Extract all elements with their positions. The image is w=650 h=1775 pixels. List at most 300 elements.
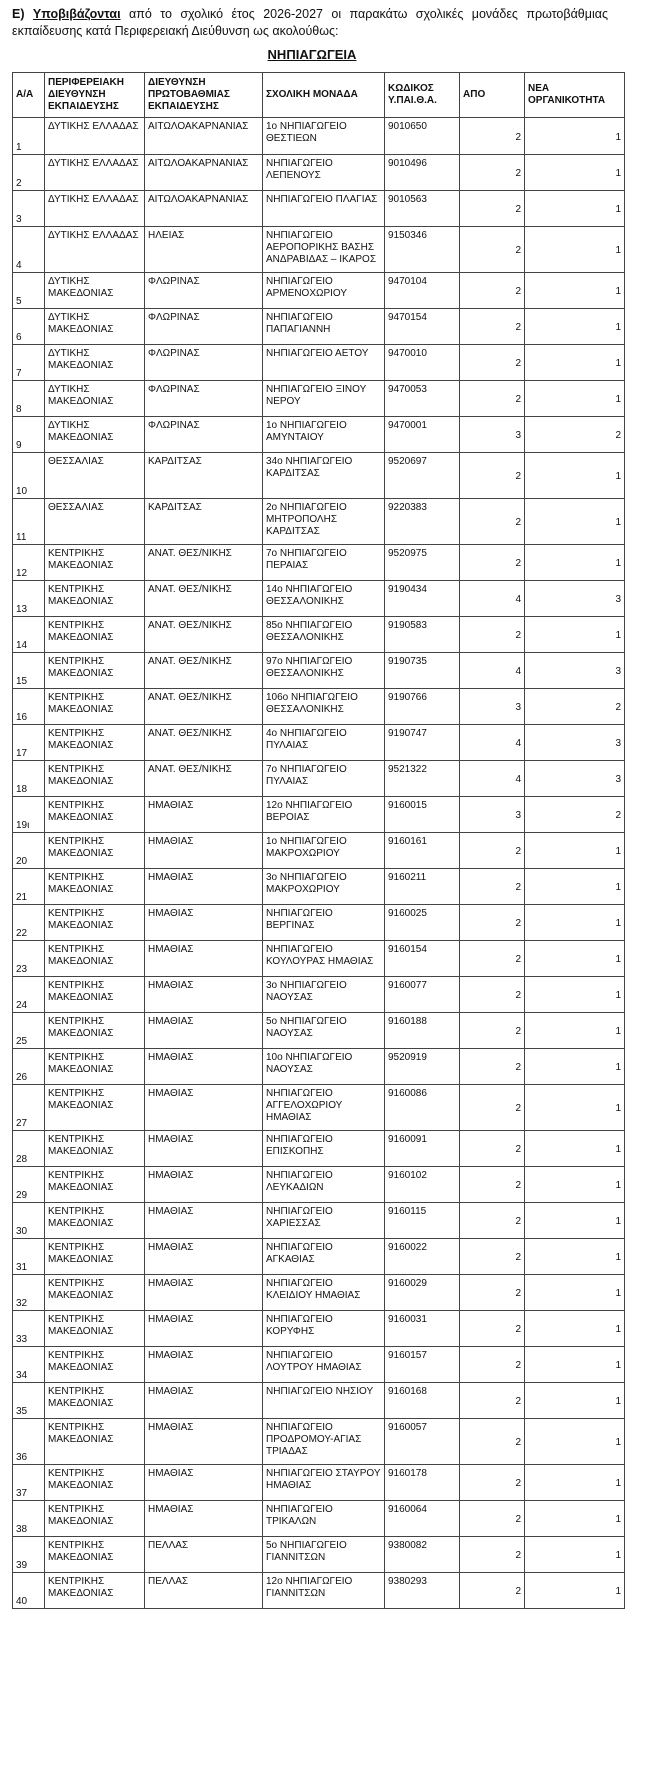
cell-aa: 20 — [13, 833, 45, 869]
cell-code: 9470001 — [385, 417, 460, 453]
cell-region: ΚΕΝΤΡΙΚΗΣ ΜΑΚΕΔΟΝΙΑΣ — [45, 1311, 145, 1347]
cell-new: 1 — [525, 869, 625, 905]
cell-school: ΝΗΠΙΑΓΩΓΕΙΟ ΝΗΣΙΟΥ — [263, 1383, 385, 1419]
cell-from: 2 — [460, 1167, 525, 1203]
cell-from: 3 — [460, 417, 525, 453]
cell-new: 1 — [525, 1501, 625, 1537]
cell-region: ΚΕΝΤΡΙΚΗΣ ΜΑΚΕΔΟΝΙΑΣ — [45, 1501, 145, 1537]
cell-aa: 34 — [13, 1347, 45, 1383]
cell-directorate: ΑΙΤΩΛΟΑΚΑΡΝΑΝΙΑΣ — [145, 155, 263, 191]
cell-from: 2 — [460, 1501, 525, 1537]
cell-code: 9010496 — [385, 155, 460, 191]
cell-aa: 29 — [13, 1167, 45, 1203]
cell-aa: 38 — [13, 1501, 45, 1537]
cell-region: ΚΕΝΤΡΙΚΗΣ ΜΑΚΕΔΟΝΙΑΣ — [45, 617, 145, 653]
cell-directorate: ΗΜΑΘΙΑΣ — [145, 977, 263, 1013]
cell-from: 2 — [460, 227, 525, 273]
table-row — [13, 545, 625, 581]
cell-from: 2 — [460, 1013, 525, 1049]
cell-region: ΚΕΝΤΡΙΚΗΣ ΜΑΚΕΔΟΝΙΑΣ — [45, 725, 145, 761]
cell-region: ΔΥΤΙΚΗΣ ΜΑΚΕΔΟΝΙΑΣ — [45, 381, 145, 417]
cell-directorate: ΠΕΛΛΑΣ — [145, 1537, 263, 1573]
cell-school: 14ο ΝΗΠΙΑΓΩΓΕΙΟ ΘΕΣΣΑΛΟΝΙΚΗΣ — [263, 581, 385, 617]
cell-school: ΝΗΠΙΑΓΩΓΕΙΟ ΑΓΚΑΘΙΑΣ — [263, 1239, 385, 1275]
cell-new: 1 — [525, 1085, 625, 1131]
cell-from: 4 — [460, 653, 525, 689]
table-row — [13, 1203, 625, 1239]
cell-new: 1 — [525, 499, 625, 545]
cell-code: 9160057 — [385, 1419, 460, 1465]
cell-code: 9190735 — [385, 653, 460, 689]
cell-new: 1 — [525, 191, 625, 227]
cell-from: 3 — [460, 797, 525, 833]
header-from: ΑΠΟ — [460, 73, 525, 118]
cell-school: ΝΗΠΙΑΓΩΓΕΙΟ ΣΤΑΥΡΟΥ ΗΜΑΘΙΑΣ — [263, 1465, 385, 1501]
cell-directorate: ΗΜΑΘΙΑΣ — [145, 1131, 263, 1167]
cell-new: 2 — [525, 797, 625, 833]
cell-region: ΔΥΤΙΚΗΣ ΜΑΚΕΔΟΝΙΑΣ — [45, 417, 145, 453]
cell-region: ΔΥΤΙΚΗΣ ΜΑΚΕΔΟΝΙΑΣ — [45, 309, 145, 345]
cell-school: 5ο ΝΗΠΙΑΓΩΓΕΙΟ ΓΙΑΝΝΙΤΣΩΝ — [263, 1537, 385, 1573]
cell-aa: 2 — [13, 155, 45, 191]
cell-directorate: ΗΜΑΘΙΑΣ — [145, 1203, 263, 1239]
cell-aa: 36 — [13, 1419, 45, 1465]
cell-code: 9190583 — [385, 617, 460, 653]
cell-directorate: ΗΜΑΘΙΑΣ — [145, 1013, 263, 1049]
cell-new: 1 — [525, 941, 625, 977]
cell-new: 1 — [525, 1347, 625, 1383]
cell-region: ΚΕΝΤΡΙΚΗΣ ΜΑΚΕΔΟΝΙΑΣ — [45, 1383, 145, 1419]
cell-code: 9160154 — [385, 941, 460, 977]
cell-school: 12ο ΝΗΠΙΑΓΩΓΕΙΟ ΒΕΡΟΙΑΣ — [263, 797, 385, 833]
cell-from: 2 — [460, 1085, 525, 1131]
cell-directorate: ΗΜΑΘΙΑΣ — [145, 1239, 263, 1275]
cell-region: ΚΕΝΤΡΙΚΗΣ ΜΑΚΕΔΟΝΙΑΣ — [45, 1465, 145, 1501]
cell-directorate: ΑΝΑΤ. ΘΕΣ/ΝΙΚΗΣ — [145, 545, 263, 581]
header-directorate: ΔΙΕΥΘΥΝΣΗ ΠΡΩΤΟΒΑΘΜΙΑΣ ΕΚΠΑΙΔΕΥΣΗΣ — [145, 73, 263, 118]
table-row — [13, 581, 625, 617]
cell-school: 5ο ΝΗΠΙΑΓΩΓΕΙΟ ΝΑΟΥΣΑΣ — [263, 1013, 385, 1049]
cell-code: 9160091 — [385, 1131, 460, 1167]
cell-school: ΝΗΠΙΑΓΩΓΕΙΟ ΑΓΓΕΛΟΧΩΡΙΟΥ ΗΜΑΘΙΑΣ — [263, 1085, 385, 1131]
cell-from: 4 — [460, 725, 525, 761]
table-row — [13, 869, 625, 905]
header-code: ΚΩΔΙΚΟΣ Υ.ΠΑΙ.Θ.Α. — [385, 73, 460, 118]
cell-from: 2 — [460, 453, 525, 499]
cell-new: 3 — [525, 761, 625, 797]
cell-code: 9521322 — [385, 761, 460, 797]
cell-directorate: ΗΜΑΘΙΑΣ — [145, 1167, 263, 1203]
cell-new: 1 — [525, 453, 625, 499]
cell-code: 9520975 — [385, 545, 460, 581]
table-row — [13, 941, 625, 977]
cell-school: ΝΗΠΙΑΓΩΓΕΙΟ ΧΑΡΙΕΣΣΑΣ — [263, 1203, 385, 1239]
cell-code: 9190747 — [385, 725, 460, 761]
cell-code: 9160077 — [385, 977, 460, 1013]
table-row — [13, 1501, 625, 1537]
cell-school: 1ο ΝΗΠΙΑΓΩΓΕΙΟ ΘΕΣΤΙΕΩΝ — [263, 118, 385, 155]
cell-directorate: ΗΜΑΘΙΑΣ — [145, 1465, 263, 1501]
cell-code: 9380293 — [385, 1573, 460, 1609]
cell-aa: 27 — [13, 1085, 45, 1131]
cell-school: ΝΗΠΙΑΓΩΓΕΙΟ ΠΛΑΓΙΑΣ — [263, 191, 385, 227]
cell-aa: 8 — [13, 381, 45, 417]
cell-from: 2 — [460, 273, 525, 309]
cell-aa: 26 — [13, 1049, 45, 1085]
cell-aa: 3 — [13, 191, 45, 227]
cell-new: 1 — [525, 155, 625, 191]
cell-directorate: ΗΜΑΘΙΑΣ — [145, 1383, 263, 1419]
cell-code: 9160178 — [385, 1465, 460, 1501]
cell-aa: 40 — [13, 1573, 45, 1609]
cell-new: 1 — [525, 381, 625, 417]
table-row — [13, 1311, 625, 1347]
table-row — [13, 118, 625, 155]
table-row — [13, 617, 625, 653]
cell-aa: 5 — [13, 273, 45, 309]
cell-directorate: ΦΛΩΡΙΝΑΣ — [145, 417, 263, 453]
cell-aa: 4 — [13, 227, 45, 273]
cell-school: 3ο ΝΗΠΙΑΓΩΓΕΙΟ ΝΑΟΥΣΑΣ — [263, 977, 385, 1013]
cell-aa: 31 — [13, 1239, 45, 1275]
intro-text: από το σχολικό έτος 2026-2027 οι παρακάτω σχολικές μονάδες πρωτοβάθμιας εκπαίδευσης κατά Περιφερειακή Διεύθυνση ως ακολούθως: — [12, 7, 608, 38]
cell-aa: 6 — [13, 309, 45, 345]
cell-school: 10ο ΝΗΠΙΑΓΩΓΕΙΟ ΝΑΟΥΣΑΣ — [263, 1049, 385, 1085]
cell-directorate: ΗΜΑΘΙΑΣ — [145, 1275, 263, 1311]
cell-aa: 19ι — [13, 797, 45, 833]
table-row — [13, 1239, 625, 1275]
cell-code: 9520697 — [385, 453, 460, 499]
cell-from: 2 — [460, 1573, 525, 1609]
cell-aa: 22 — [13, 905, 45, 941]
cell-code: 9160029 — [385, 1275, 460, 1311]
cell-new: 1 — [525, 1239, 625, 1275]
cell-school: ΝΗΠΙΑΓΩΓΕΙΟ ΠΡΟΔΡΟΜΟΥ-ΑΓΙΑΣ ΤΡΙΑΔΑΣ — [263, 1419, 385, 1465]
cell-directorate: ΗΜΑΘΙΑΣ — [145, 1085, 263, 1131]
cell-from: 2 — [460, 869, 525, 905]
cell-new: 1 — [525, 977, 625, 1013]
cell-directorate: ΑΙΤΩΛΟΑΚΑΡΝΑΝΙΑΣ — [145, 118, 263, 155]
cell-from: 4 — [460, 581, 525, 617]
cell-code: 9160188 — [385, 1013, 460, 1049]
cell-school: ΝΗΠΙΑΓΩΓΕΙΟ ΛΕΠΕΝΟΥΣ — [263, 155, 385, 191]
cell-region: ΚΕΝΤΡΙΚΗΣ ΜΑΚΕΔΟΝΙΑΣ — [45, 581, 145, 617]
cell-region: ΚΕΝΤΡΙΚΗΣ ΜΑΚΕΔΟΝΙΑΣ — [45, 545, 145, 581]
cell-new: 1 — [525, 273, 625, 309]
table-row — [13, 417, 625, 453]
cell-aa: 32 — [13, 1275, 45, 1311]
cell-region: ΚΕΝΤΡΙΚΗΣ ΜΑΚΕΔΟΝΙΑΣ — [45, 1049, 145, 1085]
cell-aa: 28 — [13, 1131, 45, 1167]
cell-aa: 12 — [13, 545, 45, 581]
cell-from: 2 — [460, 118, 525, 155]
cell-region: ΚΕΝΤΡΙΚΗΣ ΜΑΚΕΔΟΝΙΑΣ — [45, 1275, 145, 1311]
cell-school: 97ο ΝΗΠΙΑΓΩΓΕΙΟ ΘΕΣΣΑΛΟΝΙΚΗΣ — [263, 653, 385, 689]
table-row — [13, 1049, 625, 1085]
cell-from: 2 — [460, 905, 525, 941]
cell-aa: 16 — [13, 689, 45, 725]
cell-from: 2 — [460, 381, 525, 417]
cell-aa: 14 — [13, 617, 45, 653]
cell-directorate: ΗΜΑΘΙΑΣ — [145, 941, 263, 977]
table-row — [13, 1465, 625, 1501]
cell-directorate: ΗΛΕΙΑΣ — [145, 227, 263, 273]
cell-school: 4ο ΝΗΠΙΑΓΩΓΕΙΟ ΠΥΛΑΙΑΣ — [263, 725, 385, 761]
cell-directorate: ΗΜΑΘΙΑΣ — [145, 833, 263, 869]
cell-from: 2 — [460, 1239, 525, 1275]
table-row — [13, 653, 625, 689]
cell-new: 1 — [525, 1383, 625, 1419]
cell-school: ΝΗΠΙΑΓΩΓΕΙΟ ΤΡΙΚΑΛΩΝ — [263, 1501, 385, 1537]
cell-new: 1 — [525, 1167, 625, 1203]
cell-from: 2 — [460, 1347, 525, 1383]
cell-school: ΝΗΠΙΑΓΩΓΕΙΟ ΚΟΥΛΟΥΡΑΣ ΗΜΑΘΙΑΣ — [263, 941, 385, 977]
cell-region: ΚΕΝΤΡΙΚΗΣ ΜΑΚΕΔΟΝΙΑΣ — [45, 1085, 145, 1131]
table-row — [13, 499, 625, 545]
cell-from: 2 — [460, 977, 525, 1013]
cell-directorate: ΗΜΑΘΙΑΣ — [145, 1049, 263, 1085]
intro-lead: Ε) — [12, 7, 25, 21]
cell-directorate: ΑΝΑΤ. ΘΕΣ/ΝΙΚΗΣ — [145, 761, 263, 797]
cell-region: ΚΕΝΤΡΙΚΗΣ ΜΑΚΕΔΟΝΙΑΣ — [45, 1573, 145, 1609]
cell-school: 12ο ΝΗΠΙΑΓΩΓΕΙΟ ΓΙΑΝΝΙΤΣΩΝ — [263, 1573, 385, 1609]
cell-school: ΝΗΠΙΑΓΩΓΕΙΟ ΕΠΙΣΚΟΠΗΣ — [263, 1131, 385, 1167]
header-new: ΝΕΑ ΟΡΓΑΝΙΚΟΤΗΤΑ — [525, 73, 625, 118]
cell-new: 3 — [525, 581, 625, 617]
cell-code: 9010563 — [385, 191, 460, 227]
cell-from: 4 — [460, 761, 525, 797]
cell-directorate: ΑΝΑΤ. ΘΕΣ/ΝΙΚΗΣ — [145, 581, 263, 617]
cell-from: 2 — [460, 155, 525, 191]
cell-code: 9520919 — [385, 1049, 460, 1085]
cell-aa: 15 — [13, 653, 45, 689]
cell-directorate: ΑΝΑΤ. ΘΕΣ/ΝΙΚΗΣ — [145, 689, 263, 725]
table-row — [13, 381, 625, 417]
cell-from: 3 — [460, 689, 525, 725]
cell-new: 1 — [525, 1573, 625, 1609]
cell-new: 1 — [525, 345, 625, 381]
cell-region: ΚΕΝΤΡΙΚΗΣ ΜΑΚΕΔΟΝΙΑΣ — [45, 797, 145, 833]
cell-new: 3 — [525, 725, 625, 761]
cell-school: ΝΗΠΙΑΓΩΓΕΙΟ ΚΛΕΙΔΙΟΥ ΗΜΑΘΙΑΣ — [263, 1275, 385, 1311]
cell-aa: 1 — [13, 118, 45, 155]
cell-aa: 24 — [13, 977, 45, 1013]
cell-region: ΚΕΝΤΡΙΚΗΣ ΜΑΚΕΔΟΝΙΑΣ — [45, 1131, 145, 1167]
cell-aa: 17 — [13, 725, 45, 761]
cell-new: 1 — [525, 617, 625, 653]
table-row — [13, 725, 625, 761]
cell-region: ΚΕΝΤΡΙΚΗΣ ΜΑΚΕΔΟΝΙΑΣ — [45, 1013, 145, 1049]
cell-aa: 33 — [13, 1311, 45, 1347]
cell-directorate: ΦΛΩΡΙΝΑΣ — [145, 345, 263, 381]
table-row — [13, 273, 625, 309]
cell-aa: 39 — [13, 1537, 45, 1573]
cell-new: 1 — [525, 1311, 625, 1347]
cell-new: 1 — [525, 1465, 625, 1501]
table-row — [13, 1419, 625, 1465]
cell-school: ΝΗΠΙΑΓΩΓΕΙΟ ΑΕΤΟΥ — [263, 345, 385, 381]
table-row — [13, 309, 625, 345]
cell-code: 9470010 — [385, 345, 460, 381]
cell-aa: 11 — [13, 499, 45, 545]
cell-from: 2 — [460, 545, 525, 581]
cell-school: 7ο ΝΗΠΙΑΓΩΓΕΙΟ ΠΕΡΑΙΑΣ — [263, 545, 385, 581]
cell-aa: 13 — [13, 581, 45, 617]
table-row — [13, 227, 625, 273]
cell-from: 2 — [460, 345, 525, 381]
cell-new: 1 — [525, 545, 625, 581]
cell-school: 106ο ΝΗΠΙΑΓΩΓΕΙΟ ΘΕΣΣΑΛΟΝΙΚΗΣ — [263, 689, 385, 725]
cell-new: 1 — [525, 1131, 625, 1167]
cell-code: 9160157 — [385, 1347, 460, 1383]
table-row — [13, 1013, 625, 1049]
cell-region: ΚΕΝΤΡΙΚΗΣ ΜΑΚΕΔΟΝΙΑΣ — [45, 977, 145, 1013]
cell-from: 2 — [460, 1275, 525, 1311]
table-row — [13, 1537, 625, 1573]
table-row — [13, 453, 625, 499]
cell-aa: 35 — [13, 1383, 45, 1419]
cell-new: 3 — [525, 653, 625, 689]
table-row — [13, 1085, 625, 1131]
cell-code: 9190766 — [385, 689, 460, 725]
cell-from: 2 — [460, 499, 525, 545]
cell-aa: 21 — [13, 869, 45, 905]
cell-new: 1 — [525, 1537, 625, 1573]
table-row — [13, 797, 625, 833]
table-row — [13, 1167, 625, 1203]
cell-code: 9160211 — [385, 869, 460, 905]
cell-directorate: ΑΝΑΤ. ΘΕΣ/ΝΙΚΗΣ — [145, 617, 263, 653]
cell-new: 1 — [525, 309, 625, 345]
cell-school: 85ο ΝΗΠΙΑΓΩΓΕΙΟ ΘΕΣΣΑΛΟΝΙΚΗΣ — [263, 617, 385, 653]
cell-aa: 30 — [13, 1203, 45, 1239]
cell-from: 2 — [460, 941, 525, 977]
cell-code: 9470154 — [385, 309, 460, 345]
cell-new: 1 — [525, 1203, 625, 1239]
cell-school: ΝΗΠΙΑΓΩΓΕΙΟ ΒΕΡΓΙΝΑΣ — [263, 905, 385, 941]
cell-aa: 9 — [13, 417, 45, 453]
cell-directorate: ΠΕΛΛΑΣ — [145, 1573, 263, 1609]
table-row — [13, 1131, 625, 1167]
table-row — [13, 1275, 625, 1311]
table-row — [13, 977, 625, 1013]
intro-verb: Υποβιβάζονται — [32, 7, 121, 21]
cell-from: 2 — [460, 1383, 525, 1419]
cell-directorate: ΗΜΑΘΙΑΣ — [145, 1347, 263, 1383]
cell-school: ΝΗΠΙΑΓΩΓΕΙΟ ΚΟΡΥΦΗΣ — [263, 1311, 385, 1347]
cell-new: 2 — [525, 417, 625, 453]
table-row — [13, 345, 625, 381]
cell-from: 2 — [460, 1311, 525, 1347]
cell-from: 2 — [460, 1131, 525, 1167]
cell-directorate: ΗΜΑΘΙΑΣ — [145, 869, 263, 905]
cell-code: 9190434 — [385, 581, 460, 617]
cell-code: 9470053 — [385, 381, 460, 417]
cell-new: 1 — [525, 118, 625, 155]
cell-code: 9160161 — [385, 833, 460, 869]
cell-school: ΝΗΠΙΑΓΩΓΕΙΟ ΛΟΥΤΡΟΥ ΗΜΑΘΙΑΣ — [263, 1347, 385, 1383]
table-row — [13, 761, 625, 797]
cell-code: 9160168 — [385, 1383, 460, 1419]
cell-code: 9380082 — [385, 1537, 460, 1573]
cell-code: 9160025 — [385, 905, 460, 941]
cell-aa: 23 — [13, 941, 45, 977]
cell-region: ΔΥΤΙΚΗΣ ΕΛΛΑΔΑΣ — [45, 155, 145, 191]
cell-code: 9150346 — [385, 227, 460, 273]
cell-school: 2ο ΝΗΠΙΑΓΩΓΕΙΟ ΜΗΤΡΟΠΟΛΗΣ ΚΑΡΔΙΤΣΑΣ — [263, 499, 385, 545]
cell-code: 9160102 — [385, 1167, 460, 1203]
cell-code: 9160064 — [385, 1501, 460, 1537]
cell-directorate: ΑΙΤΩΛΟΑΚΑΡΝΑΝΙΑΣ — [145, 191, 263, 227]
table-row — [13, 155, 625, 191]
cell-code: 9470104 — [385, 273, 460, 309]
table-row — [13, 1383, 625, 1419]
cell-region: ΚΕΝΤΡΙΚΗΣ ΜΑΚΕΔΟΝΙΑΣ — [45, 761, 145, 797]
cell-school: ΝΗΠΙΑΓΩΓΕΙΟ ΞΙΝΟΥ ΝΕΡΟΥ — [263, 381, 385, 417]
cell-region: ΚΕΝΤΡΙΚΗΣ ΜΑΚΕΔΟΝΙΑΣ — [45, 833, 145, 869]
cell-directorate: ΚΑΡΔΙΤΣΑΣ — [145, 499, 263, 545]
cell-from: 2 — [460, 309, 525, 345]
cell-code: 9160015 — [385, 797, 460, 833]
table-header-row — [13, 73, 625, 118]
cell-new: 2 — [525, 689, 625, 725]
cell-region: ΚΕΝΤΡΙΚΗΣ ΜΑΚΕΔΟΝΙΑΣ — [45, 1537, 145, 1573]
cell-school: ΝΗΠΙΑΓΩΓΕΙΟ ΑΡΜΕΝΟΧΩΡΙΟΥ — [263, 273, 385, 309]
cell-region: ΚΕΝΤΡΙΚΗΣ ΜΑΚΕΔΟΝΙΑΣ — [45, 1419, 145, 1465]
cell-aa: 18 — [13, 761, 45, 797]
cell-code: 9220383 — [385, 499, 460, 545]
cell-school: 7ο ΝΗΠΙΑΓΩΓΕΙΟ ΠΥΛΑΙΑΣ — [263, 761, 385, 797]
cell-aa: 25 — [13, 1013, 45, 1049]
cell-region: ΚΕΝΤΡΙΚΗΣ ΜΑΚΕΔΟΝΙΑΣ — [45, 1203, 145, 1239]
cell-directorate: ΦΛΩΡΙΝΑΣ — [145, 381, 263, 417]
cell-directorate: ΗΜΑΘΙΑΣ — [145, 1419, 263, 1465]
cell-school: ΝΗΠΙΑΓΩΓΕΙΟ ΑΕΡΟΠΟΡΙΚΗΣ ΒΑΣΗΣ ΑΝΔΡΑΒΙΔΑΣ – ΙΚΑΡΟΣ — [263, 227, 385, 273]
cell-region: ΔΥΤΙΚΗΣ ΕΛΛΑΔΑΣ — [45, 227, 145, 273]
cell-region: ΚΕΝΤΡΙΚΗΣ ΜΑΚΕΔΟΝΙΑΣ — [45, 905, 145, 941]
cell-school: 3ο ΝΗΠΙΑΓΩΓΕΙΟ ΜΑΚΡΟΧΩΡΙΟΥ — [263, 869, 385, 905]
cell-region: ΚΕΝΤΡΙΚΗΣ ΜΑΚΕΔΟΝΙΑΣ — [45, 869, 145, 905]
cell-new: 1 — [525, 1049, 625, 1085]
cell-school: 1ο ΝΗΠΙΑΓΩΓΕΙΟ ΜΑΚΡΟΧΩΡΙΟΥ — [263, 833, 385, 869]
cell-directorate: ΚΑΡΔΙΤΣΑΣ — [145, 453, 263, 499]
table-row — [13, 833, 625, 869]
header-aa: Α/Α — [13, 73, 45, 118]
cell-directorate: ΗΜΑΘΙΑΣ — [145, 1501, 263, 1537]
cell-from: 2 — [460, 1049, 525, 1085]
cell-new: 1 — [525, 833, 625, 869]
table-row — [13, 191, 625, 227]
cell-aa: 10 — [13, 453, 45, 499]
table-row — [13, 1347, 625, 1383]
cell-from: 2 — [460, 191, 525, 227]
cell-directorate: ΗΜΑΘΙΑΣ — [145, 797, 263, 833]
cell-region: ΔΥΤΙΚΗΣ ΜΑΚΕΔΟΝΙΑΣ — [45, 345, 145, 381]
table-row — [13, 1573, 625, 1609]
header-school: ΣΧΟΛΙΚΗ ΜΟΝΑΔΑ — [263, 73, 385, 118]
cell-region: ΘΕΣΣΑΛΙΑΣ — [45, 499, 145, 545]
table-row — [13, 689, 625, 725]
cell-new: 1 — [525, 905, 625, 941]
cell-new: 1 — [525, 1419, 625, 1465]
schools-table — [12, 72, 625, 1609]
cell-code: 9010650 — [385, 118, 460, 155]
cell-new: 1 — [525, 227, 625, 273]
cell-code: 9160115 — [385, 1203, 460, 1239]
cell-region: ΘΕΣΣΑΛΙΑΣ — [45, 453, 145, 499]
cell-region: ΚΕΝΤΡΙΚΗΣ ΜΑΚΕΔΟΝΙΑΣ — [45, 689, 145, 725]
cell-region: ΚΕΝΤΡΙΚΗΣ ΜΑΚΕΔΟΝΙΑΣ — [45, 1239, 145, 1275]
